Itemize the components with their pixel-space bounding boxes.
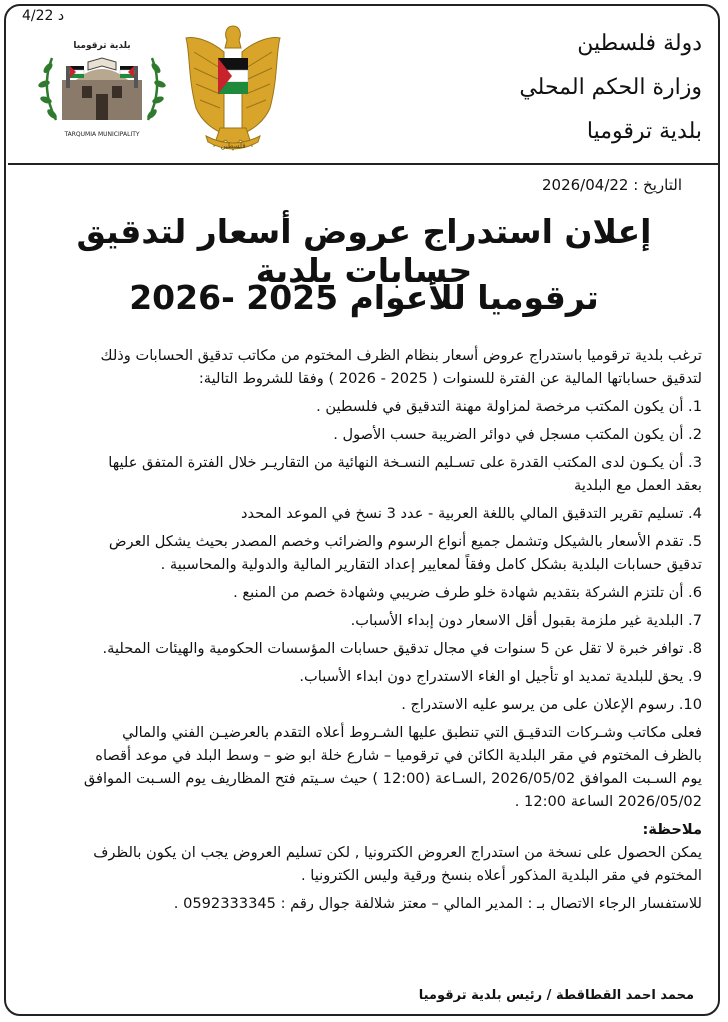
condition-6: 6. أن تلتزم الشركة بتقديم شهادة خلو طرف ضريبي وشهادة خصم من المنبع . (233, 584, 702, 601)
palestine-eagle-emblem-icon (180, 18, 286, 156)
page-number: 4/22 د (22, 8, 65, 24)
ministry-name: وزارة الحكم المحلي (519, 75, 702, 100)
condition-8: 8. توافر خبرة لا تقل عن 5 سنوات في مجال تدقيق حسابات المؤسسات الحكومية والهيئات المحلية. (102, 640, 702, 657)
submission-line: فعلى مكاتب وشـركات التدقيـق التي تنطبق عليها الشـروط أعلاه التقدم بالعرضيـن الفني والمالي (122, 724, 702, 741)
country-name: دولة فلسطين (577, 31, 702, 56)
note-label: ملاحظة: (642, 821, 702, 838)
note-line: يمكن الحصول على نسخة من استدراج العروض الكترونيا , لكن تسليم العروض يجب ان يكون بالظرف (93, 844, 702, 861)
note-line: المختوم في مقر البلدية المذكور أعلاه بنسخ ورقية وليس الكترونيا . (301, 867, 702, 884)
condition-5-cont: تدقيق حسابات البلدية بشكل كامل وفقاً لمعايير إعداد التقارير المالية والدولية والمحاسبية . (160, 556, 702, 573)
submission-line: يوم السـبت الموافق 2026/05/02 ,السـاعة (12:00 ) حيث سـيتم فتح المظاريف يوم السـبت الموافق (83, 770, 702, 787)
announcement-date: التاريخ : 2026/04/22 (542, 176, 682, 194)
eagle-logo-text: فلسطين (220, 142, 246, 150)
condition-1: 1. أن يكون المكتب مرخصة لمزاولة مهنة التدقيق في فلسطين . (316, 398, 702, 415)
condition-3-cont: بعقد العمل مع البلدية (574, 477, 702, 494)
intro-line: ترغب بلدية ترقوميا باستدراج عروض أسعار بنظام الظرف المختوم من مكاتب تدقيق الحسابات وذلك (100, 347, 702, 364)
intro-line: لتدقيق حساباتها المالية عن الفترة للسنوات ( 2025 - 2026 ) وفقا للشروط التالية: (198, 370, 702, 387)
condition-9: 9. يحق للبلدية تمديد او تأجيل او الغاء الاستدراج دون ابداء الأسباب. (299, 668, 702, 685)
title-line-2: ترقوميا للأعوام 2025 -2026 (129, 278, 599, 317)
condition-10: 10. رسوم الإعلان على من يرسو عليه الاستدراج . (401, 696, 702, 713)
announcement-body (26, 344, 702, 915)
government-header (519, 22, 702, 154)
signature: محمد احمد القطاقطة / رئيس بلدية ترقوميا (418, 988, 694, 1003)
title-line-1: إعلان استدراج عروض أسعار لتدقيق حسابات بلدية (76, 212, 652, 290)
muni-logo-latin: TARQUMIA MUNICIPALITY (64, 131, 140, 138)
header-divider (8, 163, 720, 165)
municipality-seal-icon (32, 28, 172, 146)
contact-line: للاستفسار الرجاء الاتصال بـ : المدير المالي – معتز شلالفة جوال رقم : 0592333345 . (173, 895, 702, 912)
submission-line: بالظرف المختوم في مقر البلدية الكائن في ترقوميا – شارع خلة ابو ضو – وسط البلد في موعد أقصاه (95, 747, 702, 764)
condition-4: 4. تسليم تقرير التدقيق المالي باللغة العربية - عدد 3 نسخ في الموعد المحدد (241, 505, 702, 522)
condition-3: 3. أن يكـون لدى المكتب القدرة على تسـليم النسـخة النهائية من التقاريـر خلال الفترة المتفق عليها (108, 454, 702, 471)
condition-5: 5. تقدم الأسعار بالشيكل وتشمل جميع أنواع الرسوم والضرائب وخصم المصدر بحيث يشكل العرض (108, 533, 702, 550)
condition-2: 2. أن يكون المكتب مسجل في دوائر الضريبة حسب الأصول . (333, 426, 702, 443)
submission-line: 2026/05/02 الساعة 12:00 . (514, 793, 702, 810)
muni-logo-text: بلدية ترقوميا (73, 41, 131, 51)
municipality-name: بلدية ترقوميا (586, 119, 702, 144)
condition-7: 7. البلدية غير ملزمة بقبول أقل الاسعار دون إبداء الأسباب. (350, 612, 702, 629)
